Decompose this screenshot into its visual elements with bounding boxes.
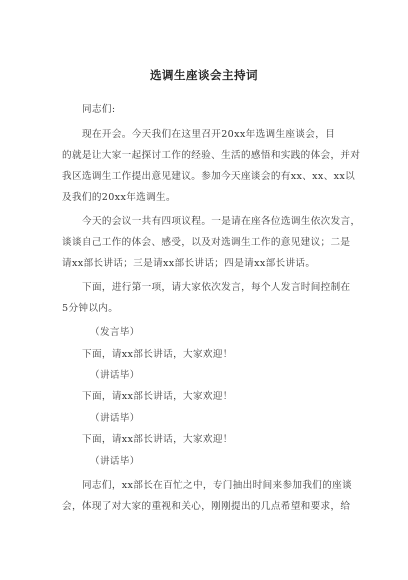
- paragraph-line: 下面，进行第一项，请大家依次发言，每个人发言时间控制在: [82, 282, 351, 293]
- paragraph-line: 下面，请xx部长讲话，大家欢迎！: [82, 391, 233, 402]
- paragraph-line: 5分钟以内。: [62, 303, 119, 314]
- document-title: 选调生座谈会主持词: [150, 68, 258, 82]
- paragraph-line: 今天的会议一共有四项议程。一是请在座各位选调生依次发言，: [82, 216, 361, 227]
- paragraph-line: 的就是让大家一起探讨工作的经验、生活的感悟和实践的体会，并对: [62, 150, 361, 161]
- stage-note: （讲话毕）: [90, 456, 140, 467]
- salutation: 同志们:: [82, 104, 116, 115]
- paragraph-line: 下面，请xx部长讲话，大家欢迎！: [82, 434, 233, 445]
- paragraph-line: 同志们，xx部长在百忙之中，专门抽出时间来参加我们的座谈: [82, 480, 353, 491]
- paragraph-line: 下面，请xx部长讲话，大家欢迎！: [82, 349, 233, 360]
- stage-note: （讲话毕）: [90, 413, 140, 424]
- paragraph-line: 我区选调生工作提出意见建议。参加今天座谈会的有xx、xx、xx以: [62, 171, 356, 182]
- paragraph-line: 请xx部长讲话；三是请xx部长讲话；四是请xx部长讲话。: [62, 258, 316, 269]
- paragraph-line: 现在开会。今天我们在这里召开20xx年选调生座谈会，目: [82, 129, 336, 140]
- stage-note: （发言毕）: [90, 327, 140, 338]
- paragraph-line: 会，体现了对大家的重视和关心，刚刚提出的几点希望和要求，给: [62, 501, 351, 512]
- stage-note: （讲话毕）: [90, 370, 140, 381]
- paragraph-line: 及我们的20xx年选调生。: [62, 192, 176, 203]
- paragraph-line: 谈谈自己工作的体会、感受，以及对选调生工作的意见建议；二是: [62, 237, 351, 248]
